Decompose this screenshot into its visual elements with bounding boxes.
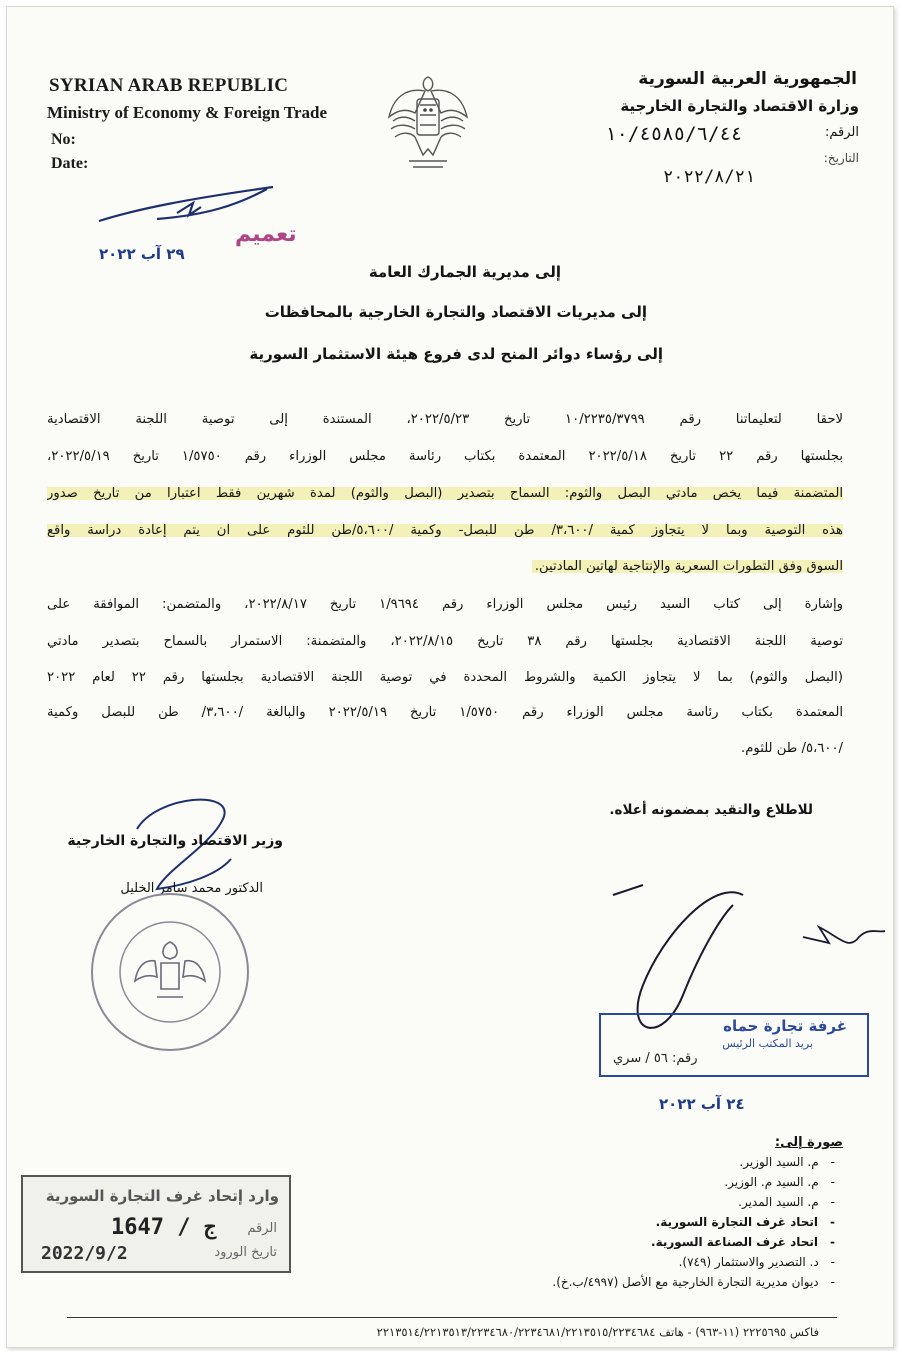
highlighted-text: السوق وفق التطورات السعرية والإنتاجية لهاتين المادتين. [534,560,843,574]
copies-title: صورة إلى: [774,1135,843,1150]
header-date-label-ar: التاريخ: [823,151,859,165]
addressee-line: إلى مديريات الاقتصاد والتجارة الخارجية بالمحافظات [264,303,647,321]
copy-item: -م. السيد الوزير. [739,1155,835,1169]
copy-item: -اتحاد غرف الصناعة السورية. [651,1235,835,1249]
copy-item-label: م. السيد المدير. [738,1195,819,1209]
minister-title: وزير الاقتصاد والتجارة الخارجية [67,833,283,849]
header-country-ar: الجمهورية العربية السورية [638,69,857,89]
chamber-of-commerce-stamp [599,1013,869,1077]
ministry-seal-icon [85,887,255,1057]
copy-item: -م. السيد المدير. [738,1195,835,1209]
copy-item-label: اتحاد غرف التجارة السورية. [655,1215,819,1229]
union-stamp-ref-label: الرقم [247,1221,277,1236]
highlighted-text: المتضمنة فيما يخص مادتي البصل والثوم: السماح بتصدير (البصل والثوم) لمدة شهرين فقط اعتباراً من تاريخ صدور [47,487,843,501]
copy-item: -اتحاد غرف التجارة السورية. [655,1215,835,1229]
union-stamp-title: وارد إتحاد غرف التجارة السورية [45,1187,279,1205]
copy-item-label: د. التصدير والاستثمار (٧٤٩). [678,1255,819,1269]
footer-contact: فاكس ٢٢٢٥٦٩٥ (١١-٩٦٣) - هاتف ٢٢١٣٥١٤/٢٢١٣٥١٣/٢٢٣٤٦٨٠/٢٢٣٤٦٨١/٢٢١٣٥١٥/٢٢٣٤٦٨٤ [376,1325,819,1339]
header-ministry-ar: وزارة الاقتصاد والتجارة الخارجية [620,97,859,115]
union-stamp-date: 2022/9/2 [41,1243,128,1264]
copy-item-label: اتحاد غرف الصناعة السورية. [651,1235,819,1249]
body-line [47,487,843,500]
header-no-label: No: [51,131,76,148]
copy-item-label: م. السيد الوزير. [739,1155,819,1169]
body-line: (البصل والثوم) بما لا يتجاوز الكمية والشروط المحددة في توصية اللجنة الاقتصادية بجلستها رقم ٢٢ لعام ٢٠٢٢ [47,671,843,685]
closing-line: للاطلاع والتقيد بمضمونه أعلاه. [609,802,813,818]
body-line: لاحقاً لتعليماتنا رقم ١٠/٢٢٣٥/٣٧٩٩ تاريخ ٢٠٢٢/٥/٢٣، المستندة إلى توصية اللجنة الاقتصادية [47,413,843,427]
letter-page [6,6,894,1348]
body-line: توصية اللجنة الاقتصادية بجلستها رقم ٣٨ تاريخ ٢٠٢٢/٨/١٥، والمتضمنة: الاستمرار بالسماح بتصدير مادتي [47,635,843,649]
copy-item: -د. التصدير والاستثمار (٧٤٩). [678,1255,835,1269]
header-ministry-en: Ministry of Economy & Foreign Trade [47,103,328,122]
chamber-stamp-number: رقم: ٥٦ / سري [613,1051,698,1066]
highlighted-text: هذه التوصية وبما لا يتجاوز كمية /٣،٦٠٠/ طن للبصل- وكمية /٥،٦٠٠/طن للثوم على أن يتم إعادة دراسة واقع [47,524,843,538]
body-line: /٥،٦٠٠/ طن للثوم. [741,742,843,756]
footer-divider [67,1317,837,1318]
received-date-stamp: ٢٩ آب ٢٠٢٢ [99,245,185,263]
initial-signature [97,185,277,227]
addressee-line: إلى رؤساء دوائر المنح لدى فروع هيئة الاستثمار السورية [249,345,663,363]
body-line: وإشارة إلى كتاب السيد رئيس مجلس الوزراء رقم ١/٩٦٩٤ تاريخ ٢٠٢٢/٨/١٧، والمتضمن: الموافقة على [47,598,843,612]
union-stamp-date-label: تاريخ الورود [214,1245,277,1260]
body-line: المعتمدة بكتاب رئاسة مجلس الوزراء رقم ١/٥٧٥٠ تاريخ ٢٠٢٢/٥/١٩ والبالغة /٣،٦٠٠/ طن للبصل وكمية [47,706,843,720]
chamber-stamp-subtitle: بريد المكتب الرئيس [722,1037,813,1050]
header-country-en: SYRIAN ARAB REPUBLIC [49,75,289,96]
copy-item: -ديوان مديرية التجارة الخارجية مع الأصل (٤٩٩٧/ب.خ). [552,1275,835,1289]
addressee-line: إلى مديرية الجمارك العامة [368,263,561,281]
copy-item-label: م. السيد م. الوزير. [724,1175,819,1189]
copy-item-label: ديوان مديرية التجارة الخارجية مع الأصل (٤٩٩٧/ب.خ). [552,1275,819,1289]
reference-number: ١٠/٤٥٨٥/٦/٤٤ [605,123,743,145]
minister-name: الدكتور محمد سامر الخليل [120,881,263,896]
circular-stamp: تعميم [235,222,297,247]
copy-item: -م. السيد م. الوزير. [724,1175,835,1189]
union-incoming-stamp [21,1175,291,1273]
chamber-stamp-date: ٢٤ آب ٢٠٢٢ [659,1095,745,1113]
body-line [47,524,843,537]
syrian-eagle-emblem-icon [385,69,471,181]
header-date-label: Date: [51,155,89,172]
chamber-stamp-title: غرفة تجارة حماه [723,1017,847,1035]
body-line: بجلستها رقم ٢٢ تاريخ ٢٠٢٢/٥/١٨ المعتمدة بكتاب رئاسة مجلس الوزراء رقم ١/٥٧٥٠ تاريخ ٢٠٢٢/٥/١٩، [47,450,843,464]
union-stamp-ref: 1647 / ج [111,1215,217,1240]
header-ref-label: الرقم: [825,125,859,140]
initial-mark [799,907,889,957]
letter-date: ٢٠٢٢/٨/٢١ [663,167,756,187]
body-line [47,560,843,573]
